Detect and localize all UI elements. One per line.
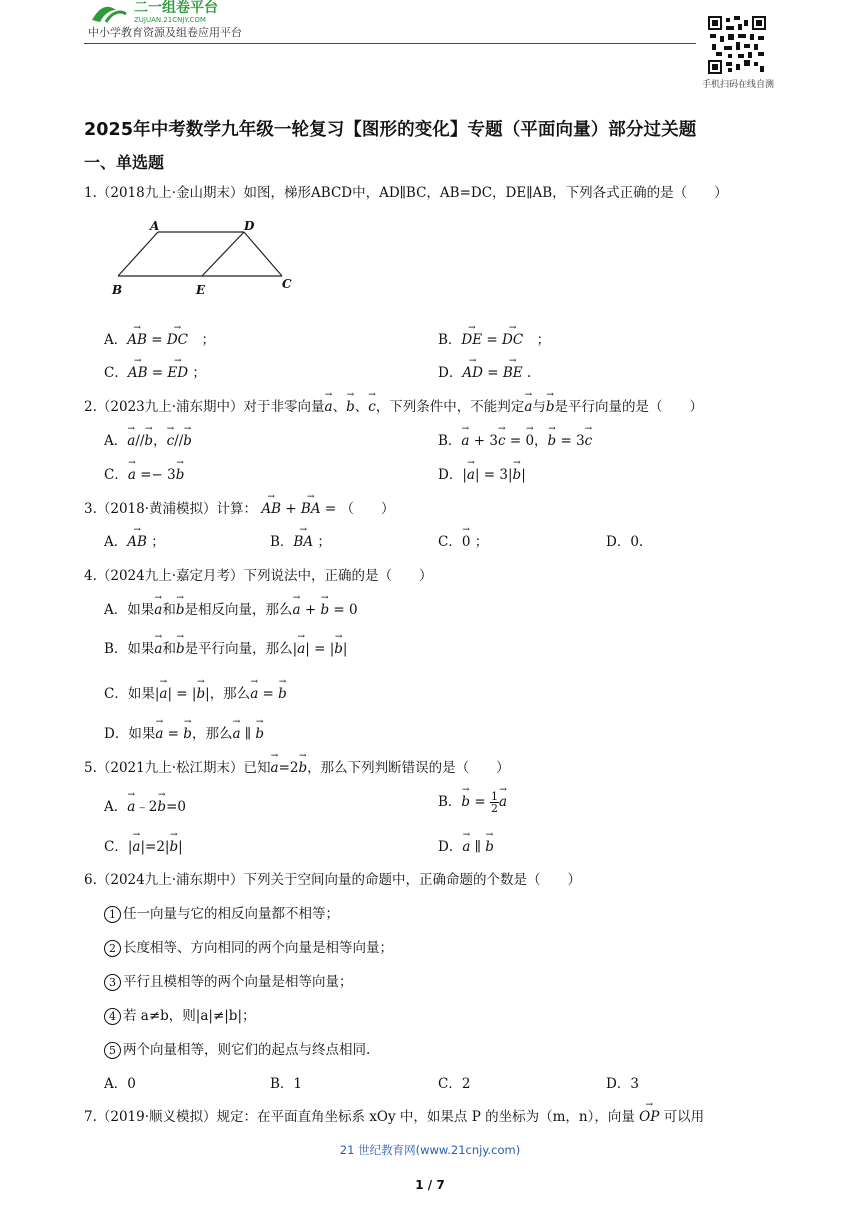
question-1-stem: 1.（2018九上·金山期末）如图，梯形ABCD中，AD∥BC，AB=DC，DE∥AB，下列各式正确的是（ ） bbox=[84, 185, 728, 201]
question-6-stem: 6.（2024九上·浦东期中）下列关于空间向量的命题中，正确命题的个数是（ ） bbox=[84, 872, 582, 888]
question-4-stem: 4.（2024九上·嘉定月考）下列说法中，正确的是（ ） bbox=[84, 568, 433, 584]
figure-label-e: E bbox=[196, 283, 206, 297]
figure-label-c: C bbox=[282, 277, 292, 291]
q3-option-d[interactable]: D．0. bbox=[606, 534, 644, 550]
q3-option-c[interactable]: C．→ 0 ； bbox=[438, 530, 488, 550]
q6-option-a[interactable]: A．0 bbox=[104, 1076, 136, 1092]
header-rule bbox=[84, 43, 696, 44]
q6-item-3: 3 平行且模相等的两个向量是相等向量； bbox=[104, 970, 353, 991]
q2-option-b[interactable]: B．→ a + 3→ c = → 0，→ b = 3→ c bbox=[438, 429, 592, 449]
figure-label-b: B bbox=[112, 283, 123, 297]
q4-option-c[interactable]: C．如果|→ a| = |→ b|，那么→ a = → b bbox=[104, 682, 287, 702]
zujuan-logo bbox=[86, 0, 276, 24]
question-2-stem: 2.（2023九上·浦东期中）对于非零向量→ a、→ b、→ c，下列条件中，不能判定→ a与→ b是平行向量的是（ ） bbox=[84, 395, 703, 415]
q6-item-2: 2 长度相等、方向相同的两个向量是相等向量； bbox=[104, 936, 393, 957]
header-subtitle: 中小学教育资源及组卷应用平台 bbox=[88, 26, 242, 39]
q5-option-a[interactable]: A．→ a﹣2→ b=0 bbox=[104, 795, 186, 815]
logo-text: 二一组卷平台 bbox=[134, 0, 218, 16]
section-heading: 一、单选题 bbox=[84, 153, 165, 172]
q6-option-d[interactable]: D．3 bbox=[606, 1076, 639, 1092]
q1-option-b[interactable]: B．→ DE = → DC ； bbox=[438, 328, 550, 348]
footer-site-link[interactable]: 21 世纪教育网(www.21cnjy.com) bbox=[339, 1143, 521, 1157]
q6-option-c[interactable]: C．2 bbox=[438, 1076, 471, 1092]
q6-item-5: 5 两个向量相等，则它们的起点与终点相同. bbox=[104, 1038, 370, 1059]
q5-option-c[interactable]: C．|→ a|=2|→ b| bbox=[104, 835, 183, 855]
q1-option-a[interactable]: A．→ AB = → DC ； bbox=[104, 328, 215, 348]
q2-option-a[interactable]: A．→ a//→ b，→ c//→ b bbox=[104, 429, 192, 449]
question-5-stem: 5.（2021九上·松江期末）已知→ a=2→ b，那么下列判断错误的是（ ） bbox=[84, 756, 510, 776]
figure-label-a: A bbox=[150, 219, 160, 233]
qr-code-icon[interactable] bbox=[708, 16, 766, 74]
figure-label-d: D bbox=[244, 219, 255, 233]
trapezoid-figure bbox=[108, 214, 308, 300]
q4-option-d[interactable]: D．如果→ a = → b，那么→ a ∥ → b bbox=[104, 722, 264, 742]
q2-option-c[interactable]: C．→ a =− 3→ b bbox=[104, 463, 184, 483]
q6-item-4: 4 若 a≠b，则|a|≠|b|； bbox=[104, 1004, 256, 1025]
q2-option-d[interactable]: D．|→ a| = 3|→ b| bbox=[438, 463, 526, 483]
q1-option-c[interactable]: C．→ AB = → ED ； bbox=[104, 361, 206, 381]
q5-option-b[interactable]: B．→ b = $\frac{1}{2}$ → a bbox=[438, 790, 507, 814]
logo-domain: ZUJUAN.21CNJY.COM bbox=[134, 16, 206, 24]
q5-option-d[interactable]: D．→ a ∥ → b bbox=[438, 835, 494, 855]
q6-option-b[interactable]: B．1 bbox=[270, 1076, 303, 1092]
q4-option-b[interactable]: B．如果→ a和→ b是平行向量，那么|→ a| = |→ b| bbox=[104, 637, 347, 657]
q1-option-d[interactable]: D．→ AD = → BE . bbox=[438, 361, 531, 381]
q4-option-a[interactable]: A．如果→ a和→ b是相反向量，那么→ a + → b = 0 bbox=[104, 598, 358, 618]
q6-item-1: 1 任一向量与它的相反向量都不相等； bbox=[104, 902, 339, 923]
question-3-stem: 3.（2018·黄浦模拟）计算： → AB + → BA = （ ） bbox=[84, 497, 394, 517]
qr-caption: 手机扫码在线自测 bbox=[701, 80, 774, 90]
page-number: 1 / 7 bbox=[415, 1178, 445, 1192]
page-title: 2025年中考数学九年级一轮复习【图形的变化】专题（平面向量）部分过关题 bbox=[84, 120, 697, 140]
question-7-stem: 7.（2019·顺义模拟）规定：在平面直角坐标系 xOy 中，如果点 P 的坐标为（m，n），向量 → OP 可以用 bbox=[84, 1105, 704, 1125]
q3-option-b[interactable]: B．→ BA ； bbox=[270, 530, 331, 550]
q3-option-a[interactable]: A．→ AB ； bbox=[104, 530, 165, 550]
